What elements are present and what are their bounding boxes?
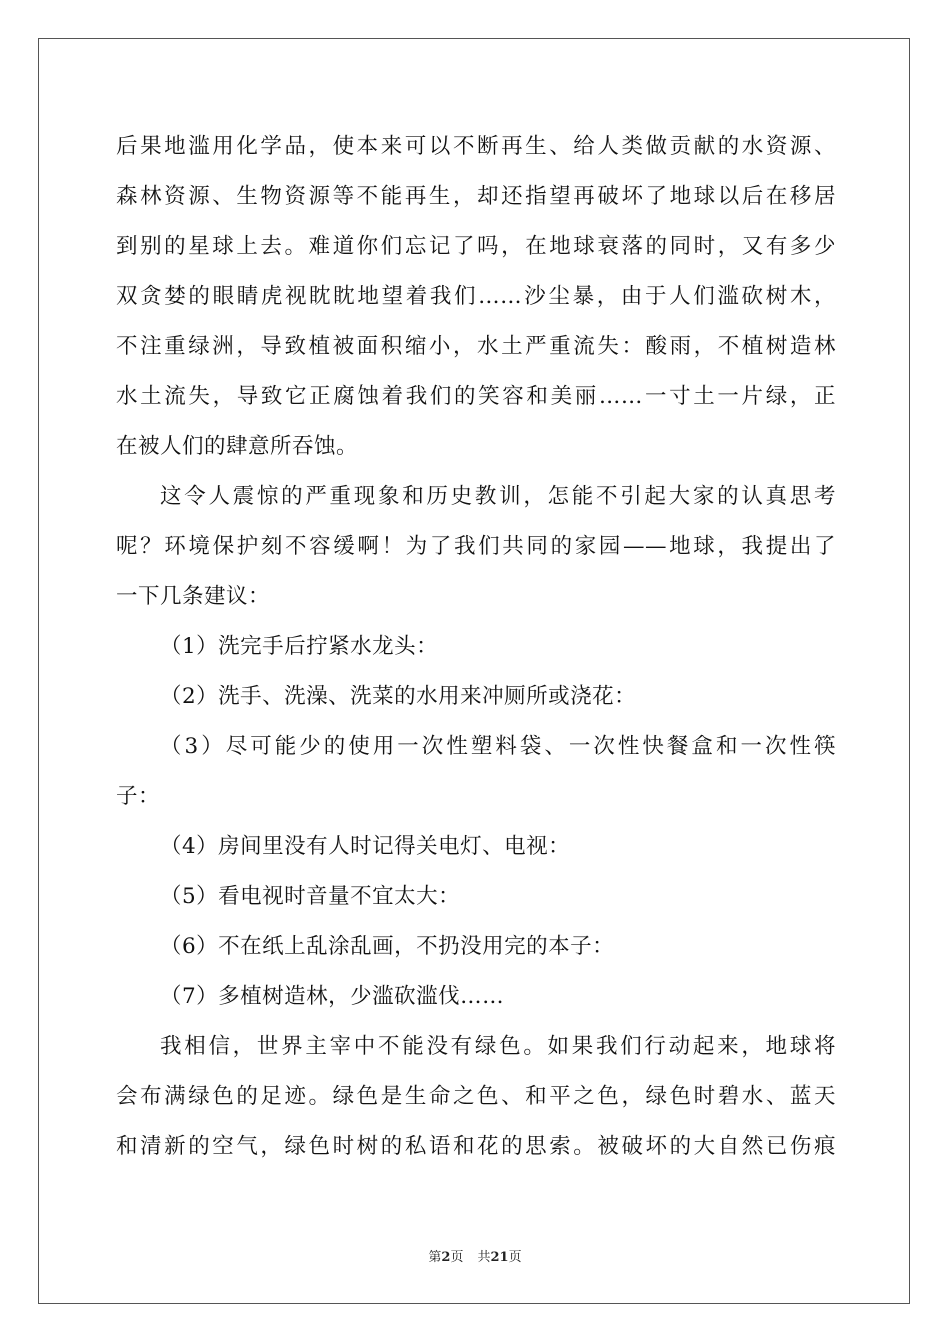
text-line: 呢？环境保护刻不容缓啊！为了我们共同的家园——地球，我提出了 <box>116 534 836 559</box>
text-line: （2）洗手、洗澡、洗菜的水用来冲厕所或浇花： <box>160 684 637 709</box>
text-line: 森林资源、生物资源等不能再生，却还指望再破坏了地球以后在移居 <box>116 184 836 209</box>
text-line: 不注重绿洲，导致植被面积缩小，水土严重流失：酸雨，不植树造林 <box>116 334 836 359</box>
text-line: 双贪婪的眼睛虎视眈眈地望着我们……沙尘暴，由于人们滥砍树木， <box>116 284 836 309</box>
text-line: （1）洗完手后拧紧水龙头： <box>160 634 439 659</box>
text-line: 在被人们的肆意所吞蚀。 <box>116 434 359 459</box>
text-line: 我相信，世界主宰中不能没有绿色。如果我们行动起来，地球将 <box>160 1034 836 1059</box>
text-line: 会布满绿色的足迹。绿色是生命之色、和平之色，绿色时碧水、蓝天 <box>116 1084 836 1109</box>
page-number: 2 <box>441 1250 451 1265</box>
page-suffix: 页 <box>450 1250 464 1265</box>
text-line: 后果地滥用化学品，使本来可以不断再生、给人类做贡献的水资源、 <box>116 134 836 159</box>
text-line: 和清新的空气，绿色时树的私语和花的思索。被破坏的大自然已伤痕 <box>116 1134 836 1159</box>
text-line: 水土流失，导致它正腐蚀着我们的笑容和美丽……一寸土一片绿，正 <box>116 384 836 409</box>
text-line: 到别的星球上去。难道你们忘记了吗，在地球衰落的同时，又有多少 <box>116 234 836 259</box>
text-line: 这令人震惊的严重现象和历史教训，怎能不引起大家的认真思考 <box>160 484 836 509</box>
text-line: （7）多植树造林，少滥砍滥伐…… <box>160 984 505 1009</box>
text-line: （6）不在纸上乱涂乱画，不扔没用完的本子： <box>160 934 615 959</box>
text-line: 子： <box>116 784 161 809</box>
page-footer <box>0 1246 950 1265</box>
total-pages: 21 <box>490 1250 509 1265</box>
document-body <box>116 122 836 1172</box>
text-line: （3）尽可能少的使用一次性塑料袋、一次性快餐盒和一次性筷 <box>160 734 836 759</box>
page-prefix: 第 <box>428 1250 442 1265</box>
text-line: 一下几条建议： <box>116 584 271 609</box>
text-line: （5）看电视时音量不宜太大： <box>160 884 461 909</box>
total-suffix: 页 <box>508 1250 522 1265</box>
total-prefix: 共 <box>477 1250 491 1265</box>
text-line: （4）房间里没有人时记得关电灯、电视： <box>160 834 571 859</box>
